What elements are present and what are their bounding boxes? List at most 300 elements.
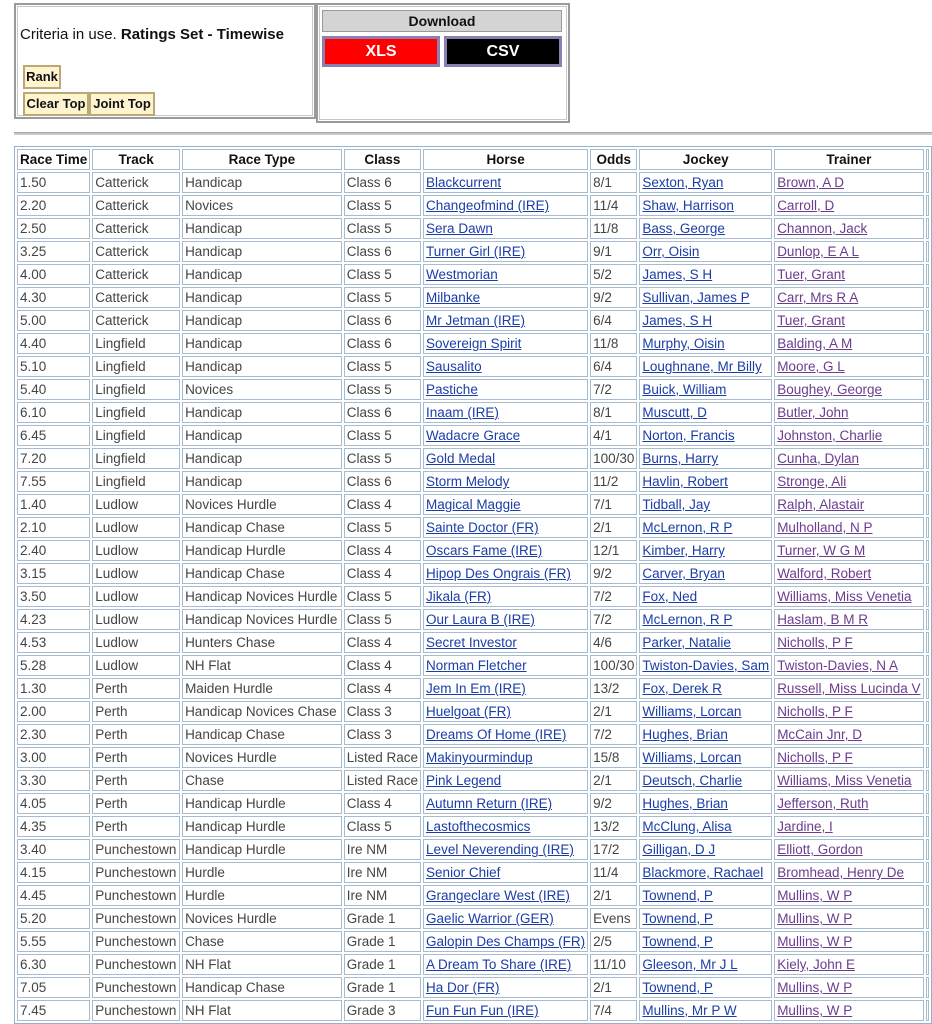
joint-top-button[interactable]: Joint Top	[89, 92, 155, 116]
horse-link[interactable]: Pink Legend	[426, 773, 502, 788]
cell-trainer	[774, 264, 923, 285]
criteria-panel	[14, 3, 316, 119]
horse-link[interactable]: Galopin Des Champs (FR)	[426, 934, 586, 949]
jockey-link[interactable]: Murphy, Oisin	[642, 336, 725, 351]
horse-link[interactable]: Gold Medal	[426, 451, 496, 466]
cell-trainer	[774, 471, 923, 492]
cell-class: Class 4	[344, 793, 421, 814]
trainer-link[interactable]: Turner, W G M	[777, 543, 866, 558]
horse-link[interactable]: Ha Dor (FR)	[426, 980, 500, 995]
cell-jockey	[639, 1000, 772, 1021]
cell-race-type: Hurdle	[182, 885, 342, 906]
horse-link[interactable]: Inaam (IRE)	[426, 405, 499, 420]
cell-jockey	[639, 287, 772, 308]
table-row	[17, 724, 929, 745]
jockey-link[interactable]: Williams, Lorcan	[642, 750, 742, 765]
cell-race-type: Handicap	[182, 241, 342, 262]
header-odds[interactable]: Odds	[590, 149, 637, 170]
cell-odds: 13/2	[590, 678, 637, 699]
horse-link[interactable]: Our Laura B (IRE)	[426, 612, 535, 627]
cell-odds: 7/4	[590, 1000, 637, 1021]
cell-overflow	[926, 241, 930, 262]
trainer-link[interactable]: Mullins, W P	[777, 888, 853, 903]
horse-link[interactable]: Jikala (FR)	[426, 589, 492, 604]
cell-jockey	[639, 241, 772, 262]
trainer-link[interactable]: Tuer, Grant	[777, 267, 845, 282]
cell-odds: 11/4	[590, 195, 637, 216]
cell-horse	[423, 287, 588, 308]
header-jockey[interactable]: Jockey	[639, 149, 772, 170]
cell-horse	[423, 1000, 588, 1021]
jockey-link[interactable]: James, S H	[642, 313, 713, 328]
cell-overflow	[926, 931, 930, 952]
horse-link[interactable]: Blackcurrent	[426, 175, 502, 190]
jockey-link[interactable]: Fox, Ned	[642, 589, 698, 604]
horse-link[interactable]: Senior Chief	[426, 865, 501, 880]
table-row	[17, 264, 929, 285]
cell-race-time: 4.00	[17, 264, 90, 285]
cell-jockey	[639, 977, 772, 998]
cell-trainer	[774, 333, 923, 354]
cell-odds: 11/4	[590, 862, 637, 883]
horse-link[interactable]: Fun Fun Fun (IRE)	[426, 1003, 539, 1018]
horse-link[interactable]: Norman Fletcher	[426, 658, 527, 673]
cell-track: Lingfield	[92, 471, 180, 492]
horse-link[interactable]: Turner Girl (IRE)	[426, 244, 526, 259]
cell-track: Punchestown	[92, 977, 180, 998]
cell-race-time: 4.40	[17, 333, 90, 354]
trainer-link[interactable]: Tuer, Grant	[777, 313, 845, 328]
trainer-link[interactable]: Johnston, Charlie	[777, 428, 883, 443]
horse-link[interactable]: Pastiche	[426, 382, 478, 397]
cell-race-time: 2.40	[17, 540, 90, 561]
cell-trainer	[774, 563, 923, 584]
cell-overflow	[926, 862, 930, 883]
cell-overflow	[926, 977, 930, 998]
cell-race-time: 3.00	[17, 747, 90, 768]
cell-jockey	[639, 333, 772, 354]
table-row	[17, 195, 929, 216]
jockey-link[interactable]: Twiston-Davies, Sam	[642, 658, 770, 673]
horse-link[interactable]: Oscars Fame (IRE)	[426, 543, 543, 558]
header-race-time[interactable]: Race Time	[17, 149, 90, 170]
trainer-link[interactable]: Russell, Miss Lucinda V	[777, 681, 921, 696]
cell-track: Punchestown	[92, 931, 180, 952]
cell-odds: 8/1	[590, 402, 637, 423]
jockey-link[interactable]: Loughnane, Mr Billy	[642, 359, 762, 374]
download-csv-button[interactable]: CSV	[444, 36, 562, 67]
cell-track: Catterick	[92, 241, 180, 262]
horse-link[interactable]: Hipop Des Ongrais (FR)	[426, 566, 571, 581]
cell-class: Class 4	[344, 540, 421, 561]
cell-race-type: Novices Hurdle	[182, 747, 342, 768]
cell-race-time: 6.10	[17, 402, 90, 423]
cell-trainer	[774, 793, 923, 814]
cell-horse	[423, 448, 588, 469]
cell-race-type: Handicap Hurdle	[182, 540, 342, 561]
jockey-link[interactable]: Havlin, Robert	[642, 474, 728, 489]
cell-race-type: Handicap Chase	[182, 724, 342, 745]
cell-class: Grade 1	[344, 931, 421, 952]
cell-overflow	[926, 885, 930, 906]
cell-horse	[423, 724, 588, 745]
cell-odds: 2/1	[590, 770, 637, 791]
jockey-link[interactable]: McClung, Alisa	[642, 819, 732, 834]
jockey-link[interactable]: Gilligan, D J	[642, 842, 716, 857]
cell-track: Ludlow	[92, 540, 180, 561]
cell-jockey	[639, 885, 772, 906]
cell-track: Ludlow	[92, 632, 180, 653]
jockey-link[interactable]: Bass, George	[642, 221, 725, 236]
cell-horse	[423, 517, 588, 538]
cell-class: Class 6	[344, 310, 421, 331]
trainer-link[interactable]: Boughey, George	[777, 382, 883, 397]
jockey-link[interactable]: Blackmore, Rachael	[642, 865, 764, 880]
trainer-link[interactable]: Balding, A M	[777, 336, 853, 351]
cell-trainer	[774, 494, 923, 515]
rank-button[interactable]: Rank	[23, 65, 61, 89]
cell-jockey	[639, 402, 772, 423]
horse-link[interactable]: Changeofmind (IRE)	[426, 198, 550, 213]
cell-track: Punchestown	[92, 908, 180, 929]
trainer-link[interactable]: Dunlop, E A L	[777, 244, 859, 259]
cell-race-time: 7.45	[17, 1000, 90, 1021]
trainer-link[interactable]: Haslam, B M R	[777, 612, 868, 627]
table-row	[17, 885, 929, 906]
table-row	[17, 402, 929, 423]
cell-race-type: Hunters Chase	[182, 632, 342, 653]
cell-track: Punchestown	[92, 839, 180, 860]
trainer-link[interactable]: Nicholls, P F	[777, 750, 853, 765]
jockey-link[interactable]: Deutsch, Charlie	[642, 773, 743, 788]
horse-link[interactable]: Lastofthecosmics	[426, 819, 531, 834]
cell-class: Listed Race	[344, 770, 421, 791]
cell-class: Class 6	[344, 402, 421, 423]
jockey-link[interactable]: Buick, William	[642, 382, 727, 397]
cell-overflow	[926, 609, 930, 630]
horse-link[interactable]: Wadacre Grace	[426, 428, 521, 443]
jockey-link[interactable]: Townend, P	[642, 911, 713, 926]
cell-odds: 2/1	[590, 701, 637, 722]
horse-link[interactable]: Jem In Em (IRE)	[426, 681, 526, 696]
cell-overflow	[926, 1000, 930, 1021]
trainer-link[interactable]: Mullins, W P	[777, 1003, 853, 1018]
trainer-link[interactable]: Channon, Jack	[777, 221, 868, 236]
cell-class: Class 5	[344, 609, 421, 630]
horse-link[interactable]: Mr Jetman (IRE)	[426, 313, 526, 328]
cell-race-time: 4.15	[17, 862, 90, 883]
header-horse[interactable]: Horse	[423, 149, 588, 170]
trainer-link[interactable]: Mulholland, N P	[777, 520, 873, 535]
cell-race-time: 3.50	[17, 586, 90, 607]
trainer-link[interactable]: Carr, Mrs R A	[777, 290, 859, 305]
trainer-link[interactable]: Nicholls, P F	[777, 635, 853, 650]
horse-link[interactable]: Magical Maggie	[426, 497, 521, 512]
cell-class: Grade 1	[344, 908, 421, 929]
cell-class: Class 5	[344, 195, 421, 216]
cell-race-type: Handicap	[182, 218, 342, 239]
cell-horse	[423, 931, 588, 952]
cell-race-type: Handicap Novices Hurdle	[182, 609, 342, 630]
criteria-value: Ratings Set - Timewise	[120, 26, 284, 43]
horse-link[interactable]: Level Neverending (IRE)	[426, 842, 574, 857]
cell-class: Class 5	[344, 425, 421, 446]
cell-race-time: 7.20	[17, 448, 90, 469]
horse-link[interactable]: Gaelic Warrior (GER)	[426, 911, 554, 926]
table-row	[17, 770, 929, 791]
header-class[interactable]: Class	[344, 149, 421, 170]
cell-odds: 11/10	[590, 954, 637, 975]
cell-jockey	[639, 310, 772, 331]
cell-jockey	[639, 425, 772, 446]
horse-link[interactable]: Sera Dawn	[426, 221, 493, 236]
jockey-link[interactable]: Kimber, Harry	[642, 543, 725, 558]
cell-trainer	[774, 701, 923, 722]
table-row	[17, 218, 929, 239]
cell-race-type: Handicap	[182, 172, 342, 193]
cell-track: Perth	[92, 793, 180, 814]
download-title: Download	[322, 10, 562, 32]
horse-link[interactable]: Autumn Return (IRE)	[426, 796, 553, 811]
trainer-link[interactable]: Moore, G L	[777, 359, 845, 374]
cell-race-time: 2.10	[17, 517, 90, 538]
jockey-link[interactable]: Sullivan, James P	[642, 290, 750, 305]
jockey-link[interactable]: McLernon, R P	[642, 520, 733, 535]
cell-track: Ludlow	[92, 563, 180, 584]
cell-trainer	[774, 448, 923, 469]
table-row	[17, 931, 929, 952]
cell-overflow	[926, 563, 930, 584]
trainer-link[interactable]: Ralph, Alastair	[777, 497, 865, 512]
table-row	[17, 517, 929, 538]
cell-trainer	[774, 356, 923, 377]
cell-class: Listed Race	[344, 747, 421, 768]
table-row	[17, 448, 929, 469]
cell-odds: 7/2	[590, 379, 637, 400]
jockey-link[interactable]: James, S H	[642, 267, 713, 282]
cell-odds: 100/30	[590, 655, 637, 676]
trainer-link[interactable]: Stronge, Ali	[777, 474, 847, 489]
horse-link[interactable]: A Dream To Share (IRE)	[426, 957, 572, 972]
trainer-link[interactable]: Brown, A D	[777, 175, 844, 190]
table-row	[17, 310, 929, 331]
jockey-link[interactable]: Shaw, Harrison	[642, 198, 734, 213]
cell-race-type: Chase	[182, 770, 342, 791]
cell-horse	[423, 701, 588, 722]
jockey-link[interactable]: Fox, Derek R	[642, 681, 722, 696]
cell-overflow	[926, 701, 930, 722]
cell-odds: 4/6	[590, 632, 637, 653]
cell-trainer	[774, 517, 923, 538]
cell-odds: 7/1	[590, 494, 637, 515]
cell-track: Punchestown	[92, 954, 180, 975]
jockey-link[interactable]: Mullins, Mr P W	[642, 1003, 737, 1018]
cell-trainer	[774, 839, 923, 860]
jockey-link[interactable]: McLernon, R P	[642, 612, 733, 627]
trainer-link[interactable]: Jefferson, Ruth	[777, 796, 869, 811]
cell-track: Perth	[92, 747, 180, 768]
cell-track: Ludlow	[92, 609, 180, 630]
jockey-link[interactable]: Williams, Lorcan	[642, 704, 742, 719]
cell-odds: 13/2	[590, 816, 637, 837]
cell-overflow	[926, 678, 930, 699]
cell-race-time: 4.35	[17, 816, 90, 837]
table-row	[17, 632, 929, 653]
trainer-link[interactable]: Mullins, W P	[777, 980, 853, 995]
jockey-link[interactable]: Tidball, Jay	[642, 497, 711, 512]
jockey-link[interactable]: Burns, Harry	[642, 451, 719, 466]
jockey-link[interactable]: Townend, P	[642, 934, 713, 949]
clear-top-button[interactable]: Clear Top	[23, 92, 89, 116]
cell-race-time: 6.45	[17, 425, 90, 446]
trainer-link[interactable]: Cunha, Dylan	[777, 451, 859, 466]
cell-track: Lingfield	[92, 448, 180, 469]
cell-track: Perth	[92, 724, 180, 745]
cell-horse	[423, 908, 588, 929]
jockey-link[interactable]: Norton, Francis	[642, 428, 735, 443]
cell-trainer	[774, 770, 923, 791]
cell-race-type: Novices	[182, 379, 342, 400]
horse-link[interactable]: Storm Melody	[426, 474, 510, 489]
cell-track: Ludlow	[92, 494, 180, 515]
results-table-wrapper	[14, 146, 932, 1024]
jockey-link[interactable]: Parker, Natalie	[642, 635, 731, 650]
cell-horse	[423, 333, 588, 354]
cell-track: Lingfield	[92, 425, 180, 446]
cell-overflow	[926, 333, 930, 354]
table-row	[17, 977, 929, 998]
horse-link[interactable]: Milbanke	[426, 290, 481, 305]
cell-track: Punchestown	[92, 885, 180, 906]
cell-overflow	[926, 172, 930, 193]
cell-track: Lingfield	[92, 402, 180, 423]
cell-trainer	[774, 908, 923, 929]
cell-jockey	[639, 264, 772, 285]
table-row	[17, 379, 929, 400]
cell-jockey	[639, 195, 772, 216]
header-race-type[interactable]: Race Type	[182, 149, 342, 170]
trainer-link[interactable]: Williams, Miss Venetia	[777, 773, 912, 788]
horse-link[interactable]: Westmorian	[426, 267, 498, 282]
horse-link[interactable]: Huelgoat (FR)	[426, 704, 511, 719]
cell-odds: 11/2	[590, 471, 637, 492]
jockey-link[interactable]: Townend, P	[642, 888, 713, 903]
trainer-link[interactable]: Twiston-Davies, N A	[777, 658, 898, 673]
cell-horse	[423, 310, 588, 331]
cell-overflow	[926, 356, 930, 377]
cell-class: Class 3	[344, 701, 421, 722]
cell-trainer	[774, 425, 923, 446]
cell-class: Class 5	[344, 218, 421, 239]
cell-trainer	[774, 379, 923, 400]
horse-link[interactable]: Grangeclare West (IRE)	[426, 888, 570, 903]
cell-race-time: 2.00	[17, 701, 90, 722]
trainer-link[interactable]: McCain Jnr, D	[777, 727, 862, 742]
cell-horse	[423, 609, 588, 630]
jockey-link[interactable]: Townend, P	[642, 980, 713, 995]
cell-horse	[423, 356, 588, 377]
cell-race-type: NH Flat	[182, 655, 342, 676]
cell-odds: 9/2	[590, 563, 637, 584]
trainer-link[interactable]: Mullins, W P	[777, 934, 853, 949]
cell-jockey	[639, 586, 772, 607]
horizontal-divider	[14, 132, 932, 135]
cell-jockey	[639, 701, 772, 722]
jockey-link[interactable]: Gleeson, Mr J L	[642, 957, 738, 972]
cell-jockey	[639, 448, 772, 469]
cell-overflow	[926, 287, 930, 308]
download-xls-button[interactable]: XLS	[322, 36, 440, 67]
cell-horse	[423, 218, 588, 239]
trainer-link[interactable]: Butler, John	[777, 405, 849, 420]
cell-trainer	[774, 609, 923, 630]
trainer-link[interactable]: Nicholls, P F	[777, 704, 853, 719]
cell-horse	[423, 816, 588, 837]
cell-race-type: Handicap	[182, 425, 342, 446]
jockey-link[interactable]: Hughes, Brian	[642, 796, 728, 811]
horse-link[interactable]: Dreams Of Home (IRE)	[426, 727, 567, 742]
cell-track: Ludlow	[92, 655, 180, 676]
cell-track: Catterick	[92, 172, 180, 193]
jockey-link[interactable]: Hughes, Brian	[642, 727, 728, 742]
cell-jockey	[639, 655, 772, 676]
cell-race-time: 5.00	[17, 310, 90, 331]
cell-race-time: 5.55	[17, 931, 90, 952]
table-row	[17, 333, 929, 354]
cell-race-time: 5.20	[17, 908, 90, 929]
horse-link[interactable]: Sovereign Spirit	[426, 336, 522, 351]
cell-track: Catterick	[92, 218, 180, 239]
trainer-link[interactable]: Mullins, W P	[777, 911, 853, 926]
trainer-link[interactable]: Carroll, D	[777, 198, 835, 213]
table-row	[17, 1000, 929, 1021]
jockey-link[interactable]: Carver, Bryan	[642, 566, 725, 581]
horse-link[interactable]: Secret Investor	[426, 635, 517, 650]
cell-race-time: 5.28	[17, 655, 90, 676]
cell-overflow	[926, 310, 930, 331]
horse-link[interactable]: Makinyourmindup	[426, 750, 533, 765]
cell-overflow	[926, 655, 930, 676]
horse-link[interactable]: Sausalito	[426, 359, 482, 374]
trainer-link[interactable]: Walford, Robert	[777, 566, 872, 581]
trainer-link[interactable]: Bromhead, Henry De	[777, 865, 904, 880]
cell-odds: 7/2	[590, 586, 637, 607]
header-track[interactable]: Track	[92, 149, 180, 170]
cell-jockey	[639, 747, 772, 768]
trainer-link[interactable]: Williams, Miss Venetia	[777, 589, 912, 604]
cell-track: Perth	[92, 770, 180, 791]
trainer-link[interactable]: Elliott, Gordon	[777, 842, 863, 857]
jockey-link[interactable]: Muscutt, D	[642, 405, 707, 420]
cell-trainer	[774, 195, 923, 216]
cell-trainer	[774, 586, 923, 607]
cell-trainer	[774, 816, 923, 837]
cell-race-type: Novices Hurdle	[182, 494, 342, 515]
cell-class: Class 4	[344, 678, 421, 699]
trainer-link[interactable]: Jardine, I	[777, 819, 833, 834]
jockey-link[interactable]: Orr, Oisin	[642, 244, 700, 259]
cell-trainer	[774, 241, 923, 262]
jockey-link[interactable]: Sexton, Ryan	[642, 175, 724, 190]
cell-class: Grade 1	[344, 977, 421, 998]
header-trainer[interactable]: Trainer	[774, 149, 923, 170]
table-row	[17, 954, 929, 975]
cell-trainer	[774, 218, 923, 239]
horse-link[interactable]: Sainte Doctor (FR)	[426, 520, 539, 535]
trainer-link[interactable]: Kiely, John E	[777, 957, 855, 972]
cell-race-time: 7.05	[17, 977, 90, 998]
cell-race-time: 1.50	[17, 172, 90, 193]
